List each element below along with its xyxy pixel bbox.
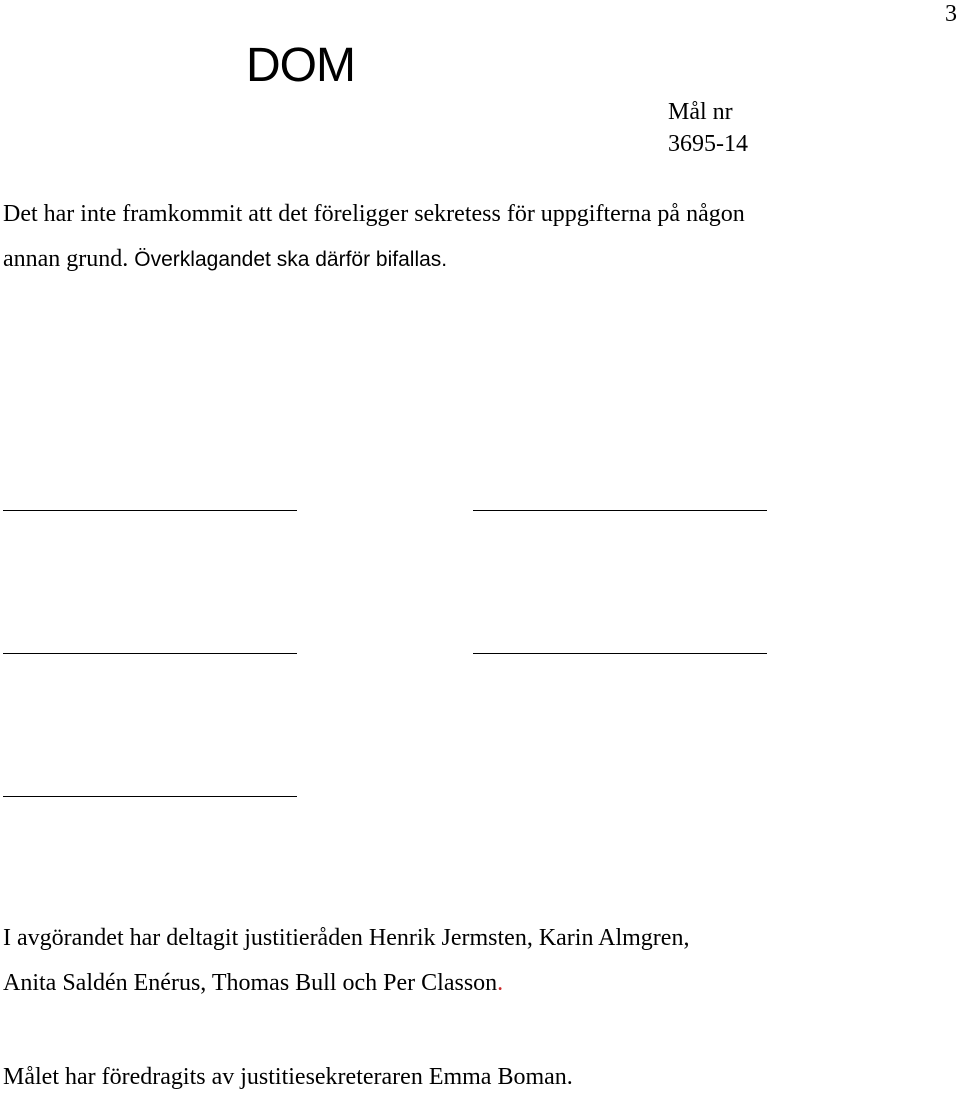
case-info	[668, 96, 748, 160]
judges-line-2-period: .	[497, 970, 504, 996]
judges-line-1: I avgörandet har deltagit justitieråden Henrik Jermsten, Karin Almgren,	[3, 925, 690, 951]
signature-line	[3, 653, 297, 654]
page-number: 3	[945, 1, 957, 27]
secrecy-line-2-end: Överklagandet ska därför bifallas.	[134, 248, 448, 271]
secrecy-line-2	[3, 237, 903, 282]
signature-line	[3, 796, 297, 797]
signature-line	[473, 510, 767, 511]
case-number: 3695-14	[668, 131, 748, 157]
judges-line-2-text: Anita Saldén Enérus, Thomas Bull och Per Classon	[3, 970, 498, 996]
secrecy-line-1: Det har inte framkommit att det föreligger sekretess för uppgifterna på någon	[3, 201, 745, 227]
rapporteur-paragraph: Målet har föredragits av justitiesekreteraren Emma Boman.	[3, 1064, 573, 1090]
judges-paragraph	[3, 916, 943, 1006]
case-label: Mål nr	[668, 99, 733, 125]
judges-line-2	[3, 961, 943, 1006]
signature-line	[3, 510, 297, 511]
document-title: DOM	[246, 39, 355, 92]
signature-line	[473, 653, 767, 654]
secrecy-paragraph	[3, 192, 903, 282]
secrecy-line-2-start: annan grund.	[3, 246, 135, 272]
